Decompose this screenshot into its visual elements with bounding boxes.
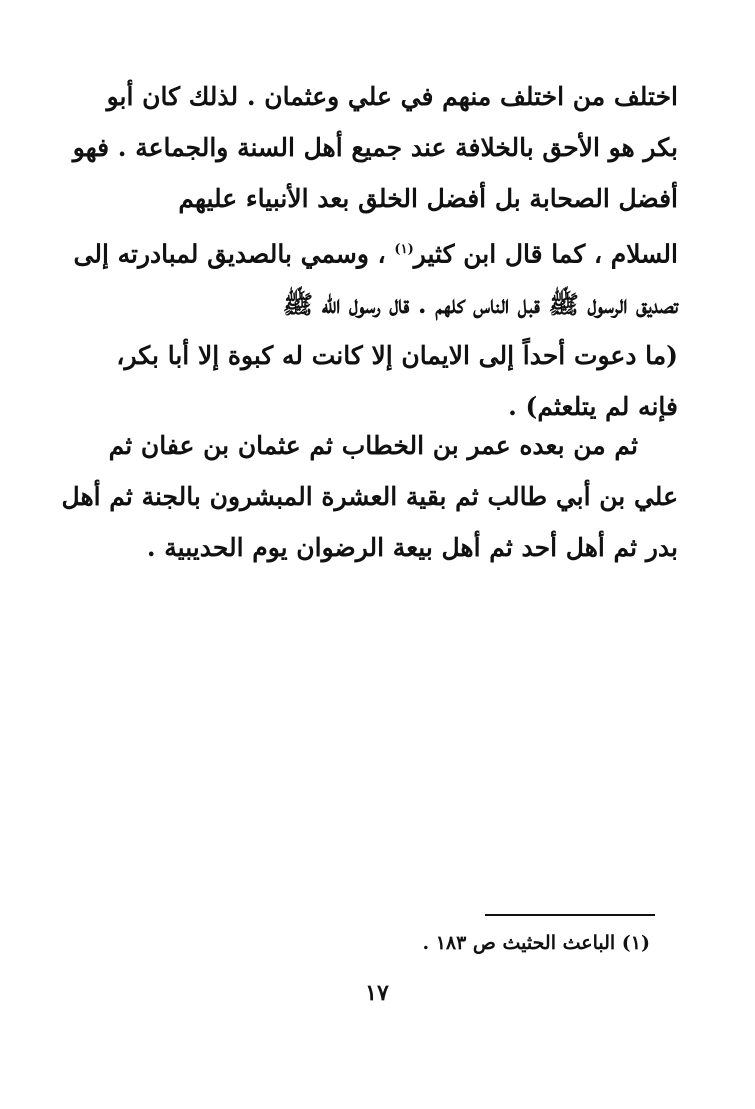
paragraph-1 [72, 71, 678, 432]
text-line: بدر ثم أهل أحد ثم أهل بيعة الرضوان يوم الحديبية . [146, 533, 678, 562]
text-segment: السلام ، كما قال ابن كثير [413, 239, 678, 269]
text-line: تصديق الرسول ﷺ قبل الناس كلهم . قال رسول الله ﷺ [282, 290, 678, 320]
text-line [73, 224, 678, 279]
text-line: (ما دعوت أحداً إلى الايمان إلا كانت له كبوة إلا أبا بكر، [116, 341, 678, 371]
footnote-marker: (١) [394, 242, 414, 257]
text-line: أفضل الصحابة بل أفضل الخلق بعد الأنبياء عليهم [178, 184, 678, 213]
text-line: بكر هو الأحق بالخلافة عند جميع أهل السنة والجماعة . فهو [72, 133, 678, 162]
page-number: ١٧ [365, 980, 389, 1006]
paragraph-2 [61, 420, 678, 573]
text-line: ثم من بعده عمر بن الخطاب ثم عثمان بن عفان ثم [108, 431, 638, 460]
text-line: علي بن أبي طالب ثم بقية العشرة المبشرون بالجنة ثم أهل [61, 482, 678, 511]
text-segment: ، وسمي بالصديق لمبادرته إلى [73, 239, 395, 269]
text-line: اختلف من اختلف منهم في علي وعثمان . لذلك كان أبو [106, 82, 678, 111]
footnote: (١) الباعث الحثيث ص ١٨٣ . [422, 932, 650, 954]
footnote-divider [485, 914, 655, 916]
text-line: فإنه لم يتلعثم) . [508, 392, 678, 422]
